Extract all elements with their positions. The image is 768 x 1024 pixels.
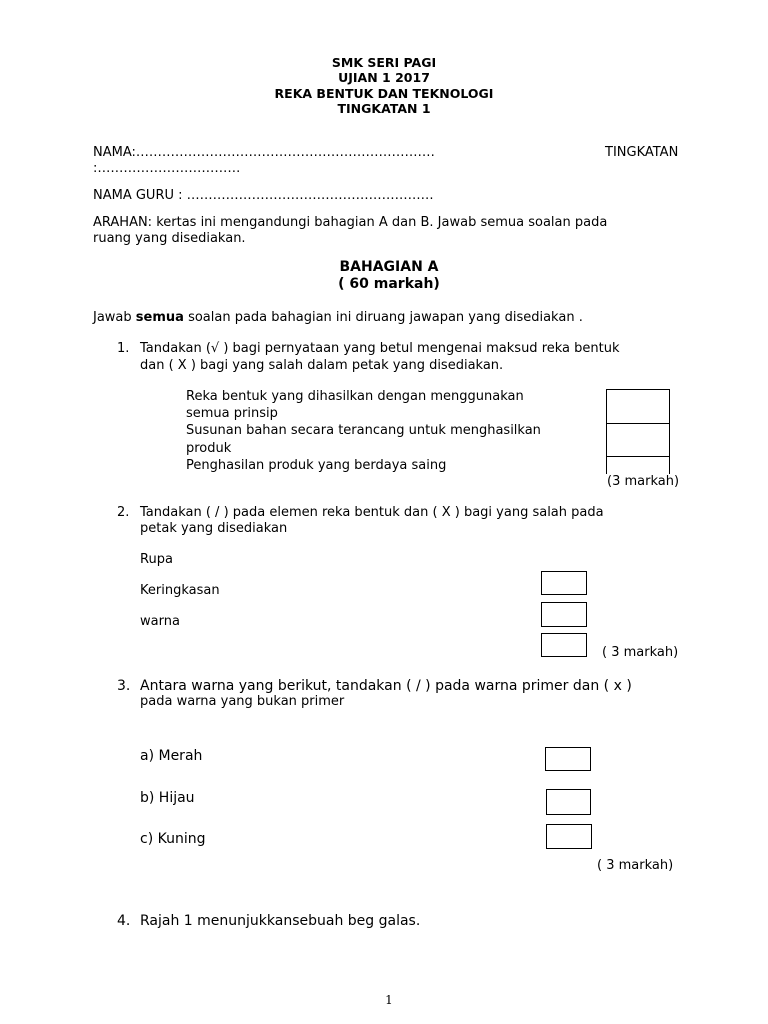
q3-answer-box-3[interactable] bbox=[546, 824, 592, 849]
q2-marks: ( 3 markah) bbox=[602, 645, 679, 660]
exam-title: UJIAN 1 2017 bbox=[338, 70, 430, 85]
q2-answer-box-2[interactable] bbox=[541, 602, 587, 627]
q1-item-2-line-1: Susunan bahan secara terancang untuk menghasilkan bbox=[186, 423, 541, 438]
q3-answer-box-2[interactable] bbox=[546, 789, 591, 815]
form-field[interactable]: :…………………………… bbox=[93, 161, 241, 176]
q1-text-line-2: dan ( X ) bagi yang salah dalam petak yang disediakan. bbox=[140, 358, 504, 373]
instructions-line-1: ARAHAN: kertas ini mengandungi bahagian A dan B. Jawab semua soalan pada bbox=[93, 215, 608, 230]
form-title: TINGKATAN 1 bbox=[337, 101, 431, 116]
section-intro bbox=[93, 310, 583, 325]
q2-text-line-1: Tandakan ( / ) pada elemen reka bentuk dan ( X ) bagi yang salah pada bbox=[140, 505, 604, 520]
intro-before: Jawab bbox=[93, 310, 136, 325]
q1-number: 1. bbox=[117, 341, 130, 356]
q3-number: 3. bbox=[117, 678, 131, 694]
name-field[interactable]: NAMA:…………………………………………………………… bbox=[93, 145, 435, 160]
q2-text-line-2: petak yang disediakan bbox=[140, 521, 288, 536]
school-name: SMK SERI PAGI bbox=[331, 55, 437, 70]
q2-item-2: Keringkasan bbox=[140, 583, 220, 598]
q3-answer-box-1[interactable] bbox=[545, 747, 591, 771]
q1-marks: (3 markah) bbox=[607, 474, 680, 489]
q1-item-1-line-2: semua prinsip bbox=[186, 406, 278, 421]
q2-item-1: Rupa bbox=[140, 552, 173, 567]
section-title: BAHAGIAN A bbox=[339, 259, 439, 275]
teacher-name-field[interactable]: NAMA GURU : ………………………………………………… bbox=[93, 188, 434, 203]
section-marks: ( 60 markah) bbox=[338, 276, 440, 292]
q2-answer-box-1[interactable] bbox=[541, 571, 587, 595]
q3-text-line-1: Antara warna yang berikut, tandakan ( / ) pada warna primer dan ( x ) bbox=[140, 678, 632, 694]
q1-answer-box-1[interactable] bbox=[606, 389, 670, 424]
form-label: TINGKATAN bbox=[605, 145, 679, 160]
q3-marks: ( 3 markah) bbox=[597, 858, 674, 873]
q3-item-1: a) Merah bbox=[140, 748, 203, 764]
q1-answer-box-2[interactable] bbox=[606, 423, 670, 457]
q3-item-2: b) Hijau bbox=[140, 790, 195, 806]
q1-item-1-line-1: Reka bentuk yang dihasilkan dengan menggunakan bbox=[186, 389, 524, 404]
q1-item-2-line-2: produk bbox=[186, 441, 232, 456]
q2-answer-box-3[interactable] bbox=[541, 633, 587, 657]
page-number: 1 bbox=[385, 993, 393, 1007]
q1-text-line-1: Tandakan (√ ) bagi pernyataan yang betul mengenai maksud reka bentuk bbox=[140, 341, 620, 356]
subject-title: REKA BENTUK DAN TEKNOLOGI bbox=[274, 86, 494, 101]
q4-text: Rajah 1 menunjukkansebuah beg galas. bbox=[140, 913, 421, 929]
q1-answer-box-3[interactable] bbox=[606, 456, 670, 474]
intro-bold: semua bbox=[135, 310, 184, 325]
q2-item-3: warna bbox=[140, 614, 180, 629]
q2-number: 2. bbox=[117, 505, 130, 520]
instructions-line-2: ruang yang disediakan. bbox=[93, 231, 246, 246]
q3-item-3: c) Kuning bbox=[140, 831, 206, 847]
q4-number: 4. bbox=[117, 913, 131, 929]
intro-after: soalan pada bahagian ini diruang jawapan yang disediakan . bbox=[183, 310, 583, 325]
q3-text-line-2: pada warna yang bukan primer bbox=[140, 694, 345, 709]
q1-item-3: Penghasilan produk yang berdaya saing bbox=[186, 458, 447, 473]
